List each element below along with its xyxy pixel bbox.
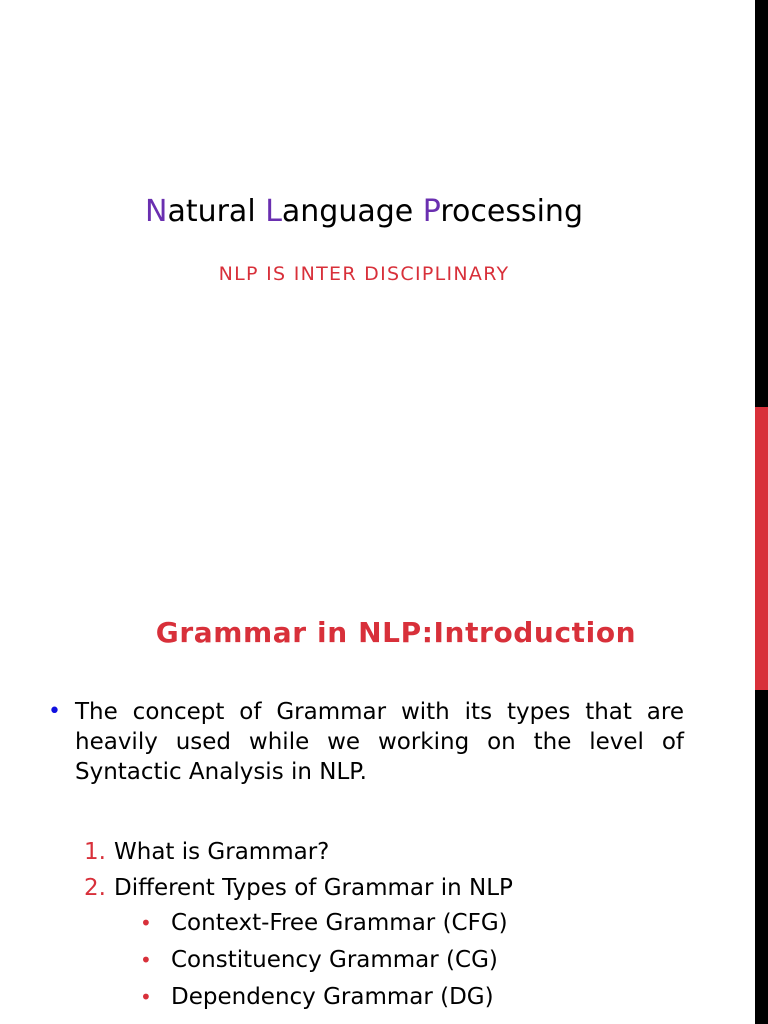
list-number: 1.: [84, 839, 106, 865]
bullet-icon: •: [48, 699, 61, 724]
list-number: 2.: [84, 875, 106, 901]
bullet-icon: •: [140, 985, 152, 1009]
slide-subtitle: NLP IS INTER DISCIPLINARY: [218, 263, 510, 285]
title-part-anguage: anguage: [281, 194, 423, 229]
intro-paragraph: [48, 697, 684, 787]
title-initial-l: L: [265, 194, 282, 229]
intro-paragraph-text: The concept of Grammar with its types that are heavily used while we working on the level of Syntactic Analysis in NLP.: [75, 699, 684, 785]
bullet-icon: •: [140, 911, 152, 935]
slide-title: [0, 192, 728, 232]
title-part-rocessing: rocessing: [440, 194, 583, 229]
title-part-atural: atural: [167, 194, 266, 229]
sub-list-item-text: Constituency Grammar (CG): [171, 947, 498, 973]
bullet-icon: •: [140, 948, 152, 972]
title-initial-p: P: [422, 194, 441, 229]
list-item-text: Different Types of Grammar in NLP: [114, 875, 513, 901]
title-initial-n: N: [144, 194, 168, 229]
sub-list-item-text: Dependency Grammar (DG): [171, 984, 494, 1010]
section-heading: Grammar in NLP:Introduction: [155, 616, 637, 649]
sub-list-item-text: Context-Free Grammar (CFG): [171, 910, 508, 936]
list-item-text: What is Grammar?: [114, 839, 330, 865]
